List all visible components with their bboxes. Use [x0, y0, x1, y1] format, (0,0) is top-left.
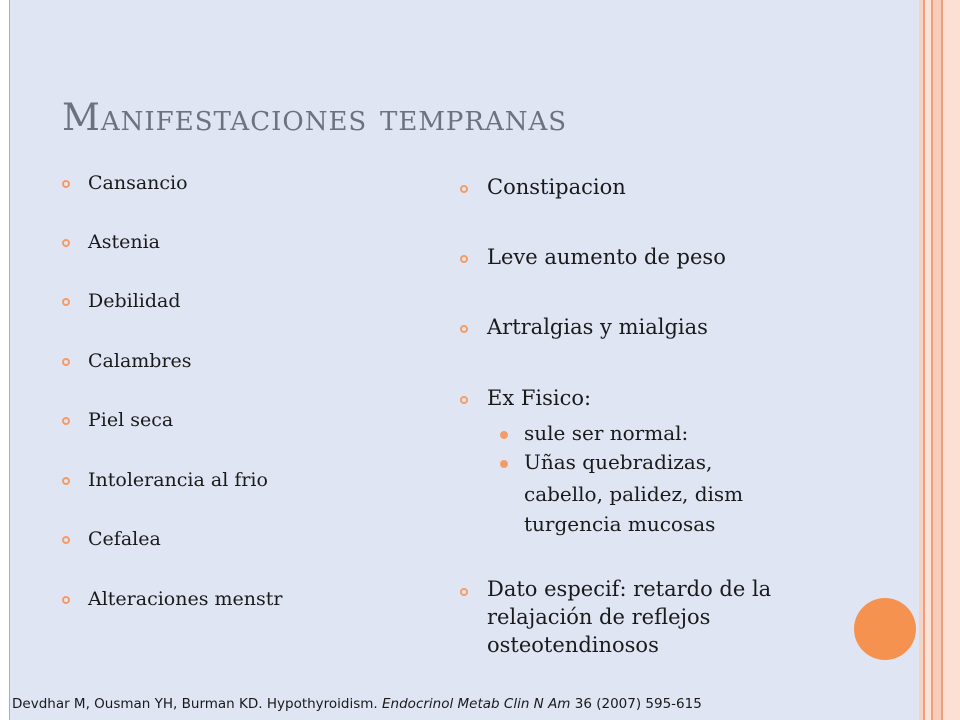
list-item-text: Artralgias y mialgias — [487, 315, 708, 339]
sub-list-item-text: Uñas quebradizas, — [524, 450, 713, 474]
bullet-marker-icon — [62, 536, 70, 544]
bullet-marker-icon — [62, 417, 70, 425]
list-item-text: Piel seca — [88, 409, 174, 431]
bullet-marker-icon — [460, 325, 468, 333]
bullet-marker-icon — [460, 185, 468, 193]
right-decor-stripe — [943, 0, 960, 720]
bullet-marker-icon — [62, 298, 70, 306]
list-item-text: Debilidad — [88, 290, 181, 312]
bullet-marker-icon — [460, 588, 468, 596]
right-decor-stripe — [933, 0, 941, 720]
list-item-text: Dato especif: retardo de la — [487, 577, 772, 601]
sub-bullet-icon — [500, 431, 508, 439]
sub-list-item-text: sule ser normal: — [524, 421, 689, 445]
list-item-text: osteotendinosos — [487, 633, 659, 657]
list-item-text: Leve aumento de peso — [487, 245, 726, 269]
list-item-text: Constipacion — [487, 175, 626, 199]
bullet-marker-icon — [62, 239, 70, 247]
list-item-text: Alteraciones menstr — [88, 588, 283, 610]
list-item-text: Ex Fisico: — [487, 386, 592, 410]
list-item-text: Cansancio — [88, 172, 188, 194]
bullet-marker-icon — [62, 180, 70, 188]
decorative-circle — [854, 598, 916, 660]
citation-journal: Endocrinol Metab Clin N Am — [382, 696, 571, 712]
list-item-text: Astenia — [88, 231, 160, 253]
bullet-marker-icon — [62, 477, 70, 485]
list-item-text: Calambres — [88, 350, 192, 372]
sub-list-item-text: turgencia mucosas — [524, 512, 716, 536]
list-item-text: Intolerancia al frio — [88, 469, 268, 491]
list-item-text: relajación de reflejos — [487, 605, 711, 629]
sub-list-item-text: cabello, palidez, dism — [524, 482, 744, 506]
citation-volume: 36 (2007) 595-615 — [574, 696, 702, 712]
bullet-marker-icon — [460, 255, 468, 263]
list-item-text: Cefalea — [88, 528, 161, 550]
sub-bullet-icon — [500, 460, 508, 468]
bullet-marker-icon — [460, 396, 468, 404]
bullet-marker-icon — [62, 358, 70, 366]
slide-title: Manifestaciones tempranas — [62, 96, 568, 139]
bullet-marker-icon — [62, 596, 70, 604]
right-bullet-list — [460, 0, 910, 720]
citation-authors: Devdhar M, Ousman YH, Burman KD. Hypothyroidism. — [12, 696, 378, 712]
citation — [12, 696, 702, 712]
